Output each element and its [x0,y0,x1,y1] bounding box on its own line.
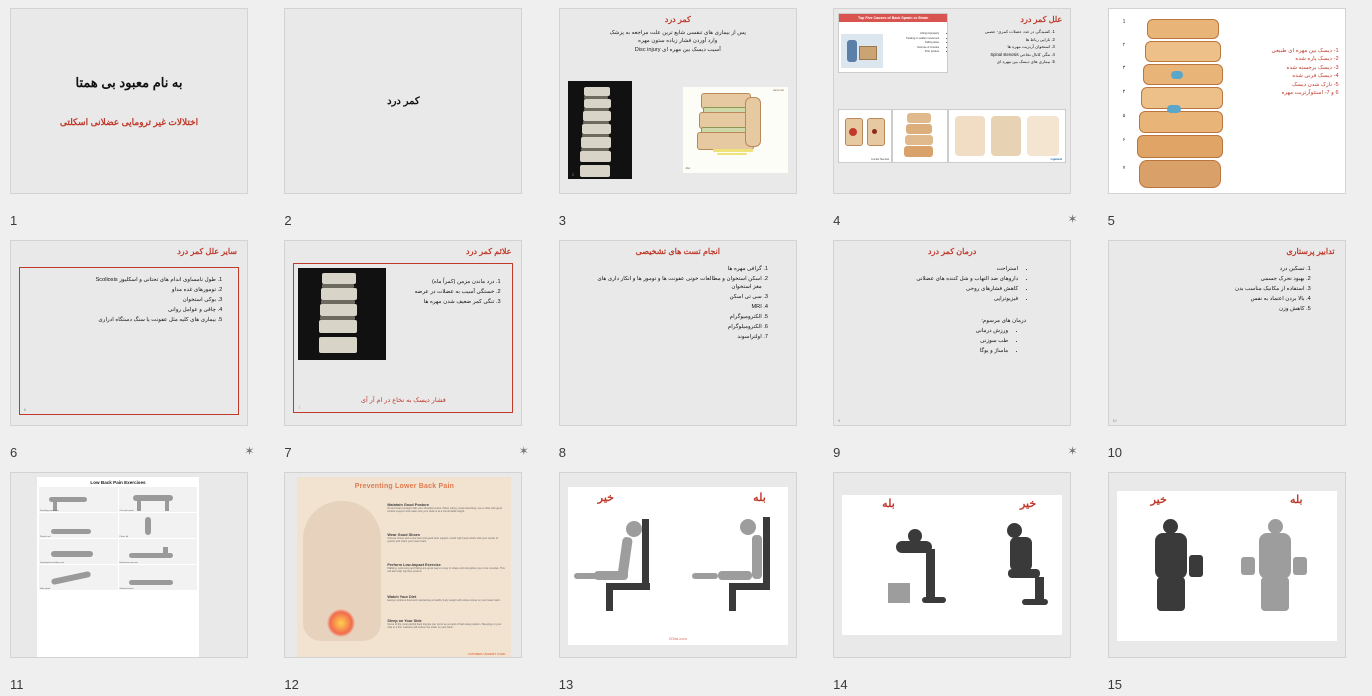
list-item: 4. تنگی کانال نخاعی Spinal stenosis [932,52,1050,58]
spine-number: ۷ [1122,165,1126,171]
legend-item: 3- دیسک برجسته شده [1286,64,1339,71]
slide-1-line-1: به نام معبود بی همتا [75,74,183,90]
label-yes: بله [1289,494,1303,506]
slide-number-7: 7 [284,445,292,460]
slide-cell-2[interactable] [274,0,548,232]
slide-8-title: انجام تست های تشخیصی [635,247,720,256]
slide-cell-14[interactable] [823,464,1097,696]
list-item: 3. استفاده از مکانیک مناسب بدن [1129,285,1305,293]
slide-number-5: 5 [1107,213,1115,228]
slide-3-title: کمر درد [664,15,691,24]
slide-10-title: تدابیر پرستاری [1286,247,1335,256]
list-item: • ورزش درمانی [896,327,1008,335]
slide-1-line-2: اختلالات غیر ترومایی عضلانی اسکلتی [59,116,199,127]
slide-cell-11[interactable] [0,464,274,696]
slide-4-title: علل کمر درد [1020,15,1063,24]
slide-7-page-number: 7 [298,406,301,410]
slide-number-12: 12 [284,677,299,692]
list-item: 4. بالا بردن اعتماد به نفس [1129,295,1305,303]
slide-thumbnail-14[interactable] [833,472,1071,658]
list-item: 2. بهبود تحرک جسمی [1129,275,1305,283]
label-yes: بله [882,498,895,510]
list-item: 5. الکترومیوگرام [594,313,762,321]
slide-8-list [560,261,796,341]
list-item: • استراحت [886,265,1018,273]
spine-number: ۳ [1122,65,1126,71]
slide-thumbnail-8[interactable] [559,240,797,426]
list-item: 5. بیماری های کلیه مثل عفونت یا سنگ دستگاه ادراری [20,316,216,324]
slide-cell-1[interactable] [0,0,274,232]
slide-thumbnail-12[interactable] [284,472,522,658]
list-item: • Poor posture [881,50,939,53]
poster-title: Top Five Causes of Back Sprain or Strain [839,14,947,22]
spine-number: ۲ [1122,42,1126,48]
slide-number-11: 11 [10,677,24,692]
list-item: • Overuse of muscles [881,46,939,49]
carrying-load-illustration [1117,491,1337,641]
list-item: • فیزیوتراپی [886,295,1018,303]
slide-cell-12[interactable] [274,464,548,696]
slide-6-animation-star: ✶ [244,444,255,458]
slide-number-4: 4 [833,213,841,228]
slide-thumbnail-5[interactable] [1108,8,1346,194]
exercise-grid [37,485,199,592]
slide-10-list [1109,261,1345,313]
list-item: 1. درد ماندن مزمن (کمراً ماه) [382,278,494,286]
lumbar-anatomy-image: nerve root disc [683,87,788,173]
ligament-diagram [948,109,1066,163]
spine-number: ۵ [1122,113,1126,119]
spine-mri-image [568,81,632,179]
label-no: خیر [1150,494,1167,506]
slide-7-title: علائم کمر درد [466,247,512,256]
exercise-cell: Standing extension [39,487,118,512]
slide-thumbnail-13[interactable] [559,472,797,658]
list-item: 2. تومورهای غده مداو [20,286,216,294]
label-ligament: Ligament [1050,158,1063,161]
list-item: 5. کاهش وزن [1129,305,1305,313]
spine-mri-image [298,268,386,360]
sitting-posture-illustration [568,487,788,645]
list-item: 2. خستگی آسیب به عضلات در عرضه [382,288,494,296]
tip-3: Perform Low-Impact Exercise Walking, swimming and biking are great ways to stay in shape and strengthen your core muscles. This will also help improve posture. [387,563,505,574]
lifting-posture-illustration [842,495,1062,635]
list-item: • Lifting improperly [881,32,939,35]
exercise-cell: Pelvic tilt [119,513,198,538]
slide-3-body-line-1: پس از بیماری های تنفسی شایع ترین علت مراجعه به پزشک [609,30,746,36]
slide-number-15: 15 [1107,677,1123,692]
low-back-exercise-poster [37,477,199,657]
slide-4-animation-star: ✶ [1067,212,1078,226]
lumbar-spine-illustration [1119,15,1249,191]
list-item: 3. بوکی استخوان [20,296,216,304]
prevention-poster [297,477,511,658]
slide-2-title: کمر درد [387,95,420,107]
slide-number-14: 14 [833,677,848,692]
slide-number-10: 10 [1107,445,1123,460]
exercise-cell: Partial curl [39,513,118,538]
slide-cell-5[interactable] [1098,0,1372,232]
poster-title: Preventing Lower Back Pain [354,483,455,490]
slide-7-caption: فشار دیسک به نخاع در ام آر آی [360,396,446,404]
label-lumbar-stenosis: Lumbar Stenosis [871,158,890,161]
slide-5-legend [1247,47,1339,97]
slide-7-content-box [293,263,513,413]
slide-thumbnail-9[interactable] [833,240,1071,426]
list-item: 1. تسکین درد [1129,265,1305,273]
spine-photo [892,109,948,163]
slide-6-title: سایر علل کمر درد [177,247,237,256]
list-item: 6. الکترومیلوگرام [594,323,762,331]
slide-9-subtitle: درمان های مرسوم: [981,317,1027,324]
list-item: 1. طول نامساوی اندام های تحتانی و اسکلیوز Scoliosis [20,276,216,284]
slide-thumbnail-3[interactable] [559,8,797,194]
slide-9-page-number: 9 [838,419,841,423]
list-item: • کاهش فشارهای روحی [886,285,1018,293]
slide-cell-9[interactable] [823,232,1097,464]
slide-3-page-number: 3 [571,173,574,177]
list-item: • طب سوزنی [896,337,1008,345]
tip-4: Watch Your Diet Eating nutritious food and maintaining a healthy body weight will reduce stress on your lower back. [387,595,501,602]
slide-4-list [932,29,1064,67]
slide-number-8: 8 [558,445,567,460]
list-item: 3. استخوان آرتریت مهره ها [932,44,1050,50]
stenosis-diagram [838,109,892,163]
list-item: • Falling down [881,41,939,44]
list-item: 1. کشیدگی در غدد عضلات کمری- عصبی [932,29,1050,35]
slide-thumbnail-1[interactable] [10,8,248,194]
exercise-cell: Quadruped arm/leg raise [39,539,118,564]
list-item: 3. سی تی اسکن [594,293,762,301]
tip-2: Wear Good Shoes Choose shoes with a low heel and good arch support. Avoid high heels which shift your center of gravity and strain your lower back. [387,533,499,544]
slide-thumbnail-4[interactable] [833,8,1071,194]
slide-cell-13[interactable] [549,464,823,696]
slide-cell-4[interactable] [823,0,1097,232]
slide-6-list [20,268,238,324]
slide-cell-6[interactable] [0,232,274,464]
label-yes: بله [753,492,766,504]
slide-number-2: 2 [284,213,292,228]
spine-number: ۶ [1122,137,1126,143]
legend-item: 4- دیسک فرنی شده [1292,73,1339,80]
slide-9-animation-star: ✶ [1067,444,1078,458]
slide-thumbnail-6[interactable] [10,240,248,426]
exercise-cell: Side plank [39,565,118,590]
list-item: 4. چاقی و عوامل روانی [20,306,216,314]
back-sprain-poster [838,13,948,73]
legend-item: 5- نازک شدن دیسک [1292,81,1339,88]
slide-cell-7[interactable] [274,232,548,464]
list-item: 3. تنگی کمر ضعیف شدن مهره ها [382,298,494,306]
list-item: • داروهای ضد التهاب و شل کننده های عضلانی [886,275,1018,283]
list-item: 2. نازایی رباط ها [932,37,1050,43]
slide-cell-15[interactable] [1098,464,1372,696]
list-item: 4. MRI [594,303,762,311]
slide-cell-10[interactable] [1098,232,1372,464]
slide-cell-8[interactable] [549,232,823,464]
label-no: خیر [1019,498,1037,510]
slide-cell-3[interactable] [549,0,823,232]
list-item: 5. بیماری های دیسک بین مهره ای [932,59,1050,65]
slide-3-body-line-3: آسیب دیسک بین مهره ای Disc injury [634,46,721,53]
slide-number-1: 1 [10,213,18,228]
exercise-cell: Gluteal stretch [119,565,198,590]
slide-10-page-number: 10 [1112,419,1117,423]
poster-footer: FASTMED URGENT CARE [468,652,506,656]
slide-number-3: 3 [558,213,567,228]
slide-9-title: درمان کمر درد [928,247,977,256]
slide-3-body [560,29,796,54]
exercise-cell: Cat and camel [119,487,198,512]
slide-9-sublist [834,325,1070,355]
slide-thumbnail-2[interactable] [284,8,522,194]
slide-thumbnail-7[interactable] [284,240,522,426]
slide-number-13: 13 [558,677,574,692]
spine-number: 1 [1122,19,1126,25]
list-item: • Twisting or sudden movement [881,37,939,40]
list-item: 2. اسکن استخوان و مطالعات خونی عفونت ها و تومور ها و انکار داری های مغز استخوان [594,275,762,292]
slide-7-list [382,278,506,308]
slide-thumbnail-11[interactable] [10,472,248,658]
tip-1: Maintain Good Posture Sit and stand straight with your shoulders back. When sitting, avoid slouching; use a chair with good lumbar support and make sure your desk is at a comfortable height. [387,503,503,514]
list-item: 7. اولتراسوند [594,333,762,341]
legend-item: 1- دیسک بین مهره ای طبیعی [1271,48,1339,54]
list-item: • ماساژ و یوگا [896,347,1008,355]
slide-number-9: 9 [833,445,841,460]
watermark: 2Oist.com [668,636,687,641]
slide-3-body-line-2: وارد آوردن فشار زیاده ستون مهره [638,38,718,45]
slide-thumbnail-15[interactable] [1108,472,1346,658]
slide-6-page-number: 6 [24,408,26,412]
exercise-cell: Extension exercise [119,539,198,564]
slide-9-list [834,261,1070,303]
slide-thumbnail-10[interactable] [1108,240,1346,426]
slide-7-animation-star: ✶ [518,444,529,458]
spine-number: ۴ [1122,89,1126,95]
slide-6-content-box [19,267,239,415]
poster-title: Low Back Pain Exercises [90,480,146,485]
legend-item: 6 و 7- استئوآرتریت مهره [1281,89,1339,96]
label-no: خیر [597,492,614,504]
slide-number-6: 6 [10,445,18,460]
poster-causes-list [881,32,945,55]
tip-5: Sleep on Your Side Some of the most painful back injuries can occur as a result of bad sleep position. Sleeping on your side in a firm mattress will reduce the strain on your back. [387,619,502,630]
list-item: 1. گرافی مهره ها [594,265,762,273]
legend-item: 2- دیسک پاره شده [1295,56,1339,63]
